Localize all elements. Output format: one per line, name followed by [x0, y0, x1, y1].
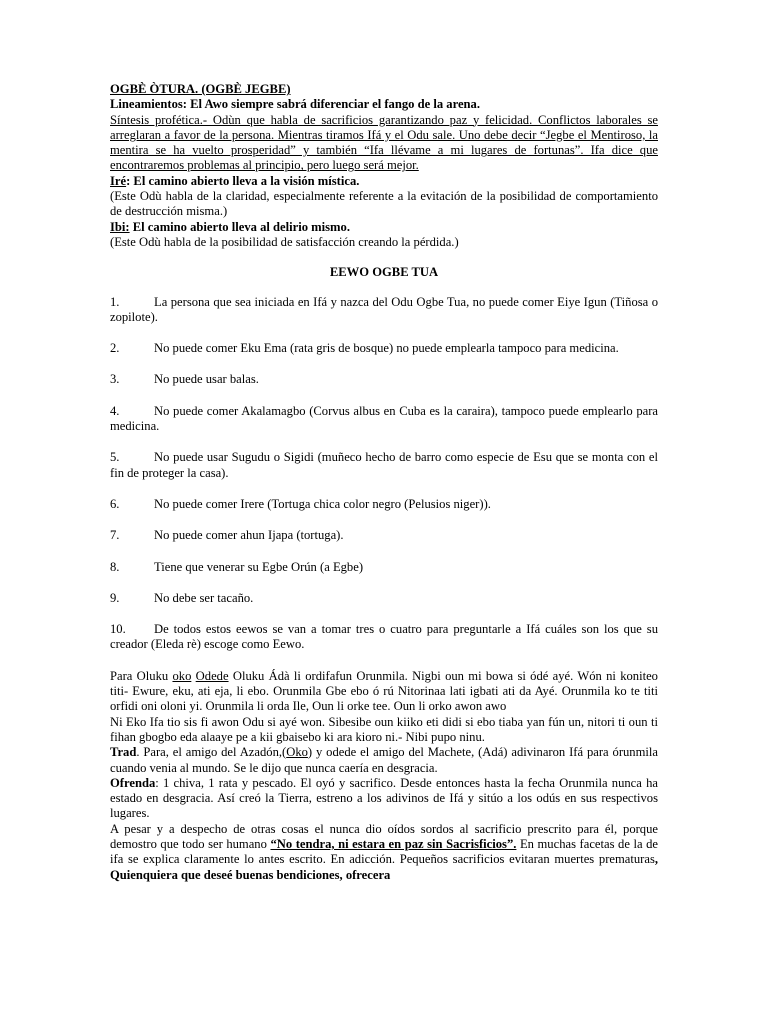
ofrenda-text: : 1 chiva, 1 rata y pescado. El oyó y sacrifico. Desde entonces hasta la fecha Orunmila nunca ha estado en desgracia. Así creó la Tierra, estreno a los adivinos de Ifá y sitúo a los odús en sus respectivos lugares.	[110, 775, 658, 821]
item-text: No puede usar balas.	[154, 372, 259, 387]
ofrenda-label: Ofrenda	[110, 775, 156, 790]
sintesis-profetica: Síntesis profética.- Odùn que habla de sacrificios garantizando paz y felicidad. Conflictos laborales se arreglaran a favor de la persona. Mientras tiramos Ifá y el Odu sale. Uno debe decir “Jegbe el Mentiroso, la mentira se ha vuelto prosperidad” y también “Ifa llévame a mi lugares de fortunas”. Ifa dice que encontraremos problemas al principio, pero luego será mejor.	[110, 112, 658, 173]
list-item	[110, 560, 658, 575]
ire-note: (Este Odù habla de la claridad, especialmente referente a la evitación de la posibilidad de comportamiento de destrucción misma.)	[110, 189, 658, 219]
odu-title: OGBÈ ÒTURA. (OGBÈ JEGBE)	[110, 82, 291, 96]
item-number: 8.	[110, 559, 120, 574]
trad-oko: Oko	[286, 745, 308, 760]
lineamientos-text: El Awo siempre sabrá diferenciar el fango de la arena.	[186, 97, 480, 112]
item-text: No puede usar Sugudu o Sigidi (muñeco hecho de barro como especie de Esu que se monta con el fin de proteger la casa).	[110, 450, 658, 480]
ire-line	[110, 174, 658, 189]
eewo-list	[110, 295, 658, 653]
ibi-note: (Este Odù habla de la posibilidad de satisfacción creando la pérdida.)	[110, 234, 459, 249]
final-bold-tail: , Quienquiera que deseé buenas bendiciones, ofrecera	[110, 852, 658, 882]
trad-paragraph	[110, 745, 658, 776]
item-number: 7.	[110, 528, 120, 543]
list-item	[110, 295, 658, 326]
list-item	[110, 450, 658, 481]
trad-label: Trad	[110, 745, 137, 760]
item-number: 10.	[110, 622, 126, 637]
ibi-line	[110, 220, 658, 235]
item-text: Tiene que venerar su Egbe Orún (a Egbe)	[154, 559, 364, 574]
list-item	[110, 497, 658, 512]
trad-text: . Para, el amigo del Azadón,(	[136, 745, 287, 760]
yoruba-paragraph-2: Ni Eko Ifa tio sis fi awon Odu si ayé won. Sibesibe oun kiiko eti didi si ebo tiaba yan fún un, nitori ti oun ti fihan gbogbo eda alaaye pe a kii gbaisebo ki ara kioro ni.- Nibi pupo ninu.	[110, 714, 658, 744]
item-text: No puede comer Irere (Tortuga chica color negro (Pelusios niger)).	[154, 496, 491, 511]
ofrenda-paragraph	[110, 776, 658, 822]
lineamientos-line	[110, 97, 658, 112]
trad-text: ) y odede el amigo del Machete, (Adá) adivinaron Ifá para órunmila cuando venia al mundo. Se le dijo que nunca caería en desgracia.	[110, 745, 658, 775]
list-item	[110, 404, 658, 435]
yoruba-text: Oluku Ádà li ordifafun Orunmila. Nigbi oun mi bowa si ódé ayé. Wón ni koniteo titi- Ewure, eku, ati eja, li ebo. Orunmila Gbe ebo ó rú Nitorinaa lati igbati ati da Ayé. Orunmila ko te titi orfidi oni oloni yi. Orunmila li orda Ile, Oun li orke tee. Oun li orko awon awo	[110, 668, 658, 714]
item-number: 9.	[110, 590, 120, 605]
final-text: A pesar y a despecho de otras cosas el nunca dio oídos sordos al sacrificio prescrito para él, porque demostro que todo ser humano	[110, 821, 658, 851]
item-number: 2.	[110, 341, 120, 356]
final-text: En muchas facetas de la de ifa se explica claramente lo antes escrito. En adicción. Pequeños sacrificios evitaran muertes prematuras	[110, 836, 659, 867]
ire-label: Iré	[110, 173, 127, 188]
item-text: No puede comer ahun Ijapa (tortuga).	[154, 528, 344, 543]
yoruba-text: Para Oluku	[110, 668, 173, 683]
ibi-text: El camino abierto lleva al delirio mismo.	[129, 219, 350, 234]
list-item	[110, 622, 658, 653]
eewo-heading: EEWO OGBE TUA	[329, 265, 439, 280]
yoruba-odede: Odede	[195, 668, 229, 683]
item-text: No puede comer Akalamagbo (Corvus albus en Cuba es la caraira), tampoco puede emplearlo para medicina.	[110, 403, 658, 434]
list-item	[110, 591, 658, 606]
final-quote: “No tendra, ni estara en paz sin Sacrisficios”.	[270, 836, 517, 851]
item-text: No debe ser tacaño.	[154, 590, 254, 605]
item-number: 5.	[110, 450, 120, 465]
yoruba-paragraph-1	[110, 669, 658, 715]
list-item	[110, 341, 658, 356]
item-number: 6.	[110, 496, 120, 511]
list-item	[110, 372, 658, 387]
item-number: 1.	[110, 294, 120, 309]
ibi-label: Ibi:	[110, 219, 130, 234]
item-text: No puede comer Eku Ema (rata gris de bosque) no puede emplearla tampoco para medicina.	[154, 341, 619, 356]
document-body	[110, 82, 658, 883]
list-item	[110, 528, 658, 543]
lineamientos-label: Lineamientos:	[110, 97, 187, 112]
item-number: 3.	[110, 372, 120, 387]
item-number: 4.	[110, 403, 120, 418]
item-text: La persona que sea iniciada en Ifá y nazca del Odu Ogbe Tua, no puede comer Eiye Igun (Tiñosa o zopilote).	[110, 294, 658, 324]
final-paragraph	[110, 822, 658, 883]
yoruba-oko: oko	[172, 668, 192, 683]
item-text: De todos estos eewos se van a tomar tres o cuatro para preguntarle a Ifá cuáles son los que su creador (Eleda rè) escoge como Eewo.	[110, 622, 658, 652]
ire-text: : El camino abierto lleva a la visión mística.	[126, 173, 360, 188]
